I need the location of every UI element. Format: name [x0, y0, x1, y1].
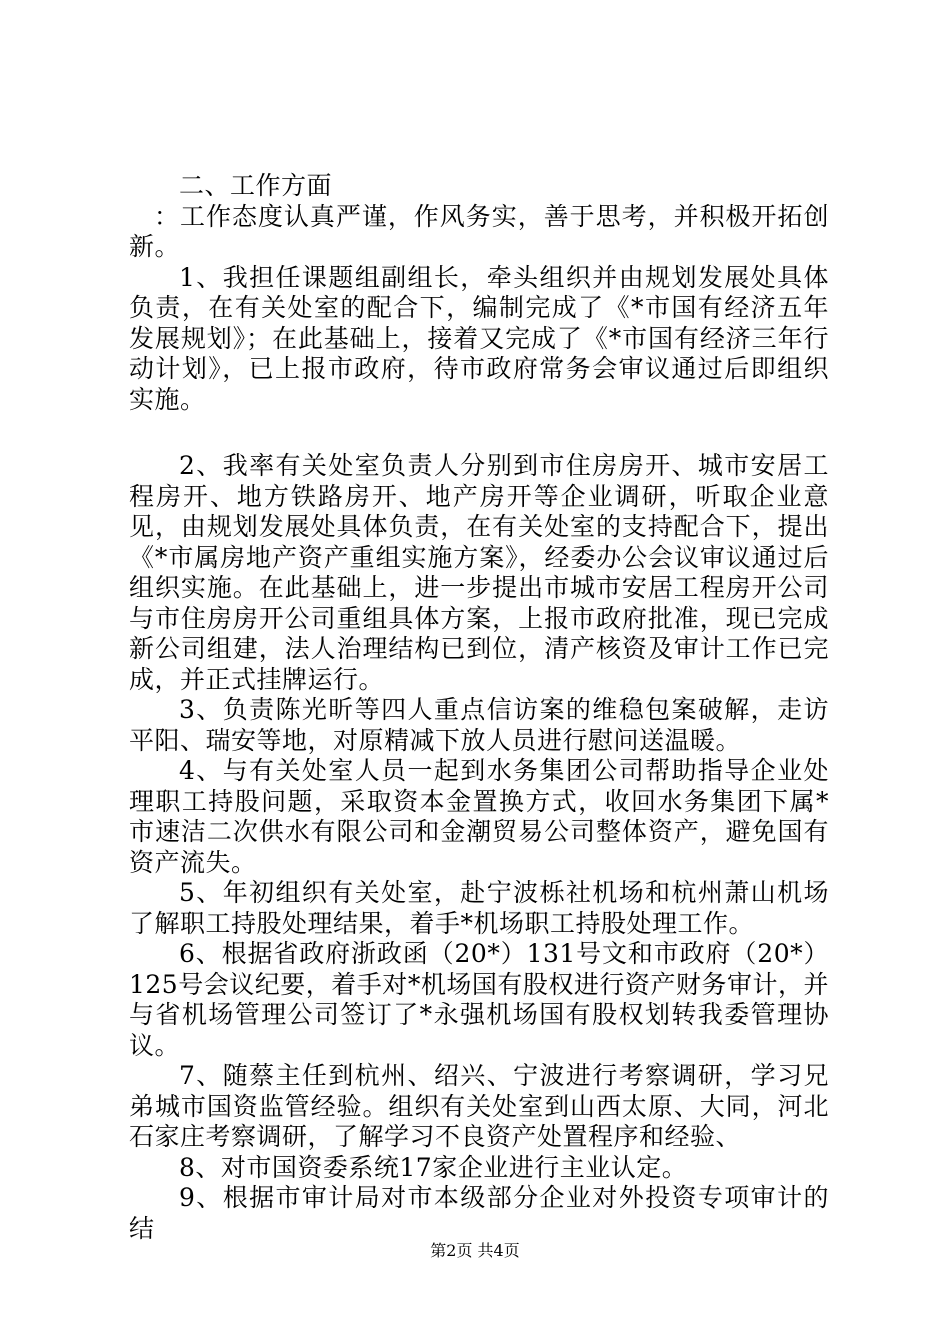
paragraph-intro: ：工作态度认真严谨，作风务实，善于思考，并积极开拓创新。 [129, 201, 829, 261]
paragraph-item-4: 4、与有关处室人员一起到水务集团公司帮助指导企业处理职工持股问题，采取资本金置换方式，收回水务集团下属*市速洁二次供水有限公司和金潮贸易公司整体资产，避免国有资产流失。 [129, 756, 829, 877]
paragraph-item-7: 7、随蔡主任到杭州、绍兴、宁波进行考察调研，学习兄弟城市国资监管经验。组织有关处室到山西太原、大同，河北石家庄考察调研，了解学习不良资产处置程序和经验、 [129, 1061, 829, 1151]
paragraph-item-8: 8、对市国资委系统17家企业进行主业认定。 [179, 1152, 688, 1182]
page-number-footer: 第2页 共4页 [430, 1241, 520, 1260]
section-heading: 二、工作方面 [179, 171, 333, 200]
paragraph-item-2: 2、我率有关处室负责人分别到市住房房开、城市安居工程房开、地方铁路房开、地产房开等企业调研，听取企业意见，由规划发展处具体负责，在有关处室的支持配合下，提出《*市属房地产资产重组实施方案》，经委办公会议审议通过后组织实施。在此基础上，进一步提出市城市安居工程房开公司与市住房房开公司重组具体方案，上报市政府批准，现已完成新公司组建，法人治理结构已到位，清产核资及审计工作已完成，并正式挂牌运行。 [129, 451, 829, 694]
paragraph-item-3: 3、负责陈光昕等四人重点信访案的维稳包案破解，走访平阳、瑞安等地，对原精减下放人员进行慰问送温暖。 [129, 695, 829, 755]
paragraph-item-9: 9、根据市审计局对市本级部分企业对外投资专项审计的结 [129, 1183, 829, 1243]
document-body [129, 171, 829, 1244]
paragraph-item-6: 6、根据省政府浙政函（20*）131号文和市政府（20*）125号会议纪要，着手对*机场国有股权进行资产财务审计，并与省机场管理公司签订了*永强机场国有股权划转我委管理协议。 [129, 939, 829, 1060]
paragraph-gap [129, 415, 829, 451]
paragraph-item-1: 1、我担任课题组副组长，牵头组织并由规划发展处具体负责，在有关处室的配合下，编制完成了《*市国有经济五年发展规划》；在此基础上，接着又完成了《*市国有经济三年行动计划》，已上报市政府，待市政府常务会审议通过后即组织实施。 [129, 262, 829, 414]
paragraph-item-5: 5、年初组织有关处室，赴宁波栎社机场和杭州萧山机场了解职工持股处理结果，着手*机场职工持股处理工作。 [129, 878, 829, 938]
